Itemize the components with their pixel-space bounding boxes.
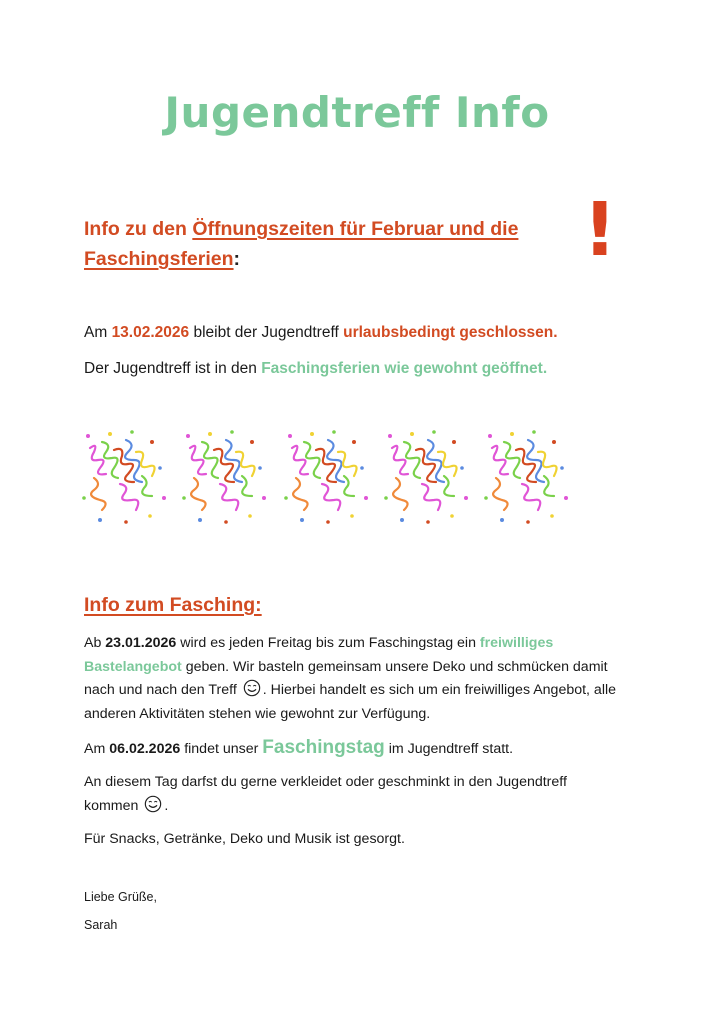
confetti-row xyxy=(80,428,580,528)
closure-prefix: Am xyxy=(84,324,112,341)
p2-suffix: im Jugendtreff statt. xyxy=(384,741,514,757)
p1-end: . Hierbei handelt es sich um ein freiwilliges Angebot, alle anderen Aktivitäten stehen wie gewohnt zur Verfügung. xyxy=(84,682,617,722)
holiday-prefix: Der Jugendtreff ist in den xyxy=(84,360,262,377)
opening-hours-heading xyxy=(84,214,574,274)
page-title: Jugendtreff Info xyxy=(164,88,550,137)
confetti-icon xyxy=(180,428,272,528)
fasching-day-paragraph xyxy=(84,736,624,762)
exclamation-icon: ! xyxy=(583,187,617,273)
smiley-icon xyxy=(144,795,162,813)
p2-prefix: Am xyxy=(84,741,110,757)
p3-end: . xyxy=(164,797,169,814)
p3-text: An diesem Tag darfst du gerne verkleidet oder geschminkt in den Jugendtreff kommen xyxy=(84,774,567,814)
snacks-paragraph: Für Snacks, Getränke, Deko und Musik ist gesorgt. xyxy=(84,831,405,847)
closure-notice xyxy=(84,324,558,342)
confetti-icon xyxy=(80,428,172,528)
p2-emphasis: Faschingstag xyxy=(262,737,385,758)
fasching-heading: Info zum Fasching: xyxy=(84,594,262,616)
p2-date: 06.02.2026 xyxy=(109,741,181,757)
p2-middle: findet unser xyxy=(180,741,263,757)
confetti-icon xyxy=(282,428,374,528)
holiday-notice xyxy=(84,360,547,378)
signature-name: Sarah xyxy=(84,918,118,932)
costume-paragraph xyxy=(84,771,624,818)
p1-date: 23.01.2026 xyxy=(105,635,177,651)
heading-suffix: : xyxy=(233,248,241,270)
p1-prefix: Ab xyxy=(84,635,106,651)
crafting-paragraph xyxy=(84,632,624,726)
closure-emphasis: urlaubsbedingt geschlossen. xyxy=(343,324,558,341)
heading-prefix: Info zu den xyxy=(84,218,193,240)
heading-underlined: Öffnungszeiten für Februar und die Faschingsferien xyxy=(84,218,519,270)
p1-cont: geben. Wir basteln gemeinsam unsere Deko und schmücken damit nach und nach den Treff xyxy=(84,658,608,698)
greeting: Liebe Grüße, xyxy=(84,890,157,904)
holiday-emphasis: Faschingsferien wie gewohnt geöffnet. xyxy=(261,360,548,377)
confetti-icon xyxy=(382,428,474,528)
closure-date: 13.02.2026 xyxy=(111,324,190,341)
confetti-icon xyxy=(482,428,574,528)
smiley-icon xyxy=(243,679,261,697)
closure-middle: bleibt der Jugendtreff xyxy=(189,324,344,341)
p1-emphasis: freiwilliges Bastelangebot xyxy=(84,635,554,675)
p1-middle: wird es jeden Freitag bis zum Faschingstag ein xyxy=(176,635,480,651)
